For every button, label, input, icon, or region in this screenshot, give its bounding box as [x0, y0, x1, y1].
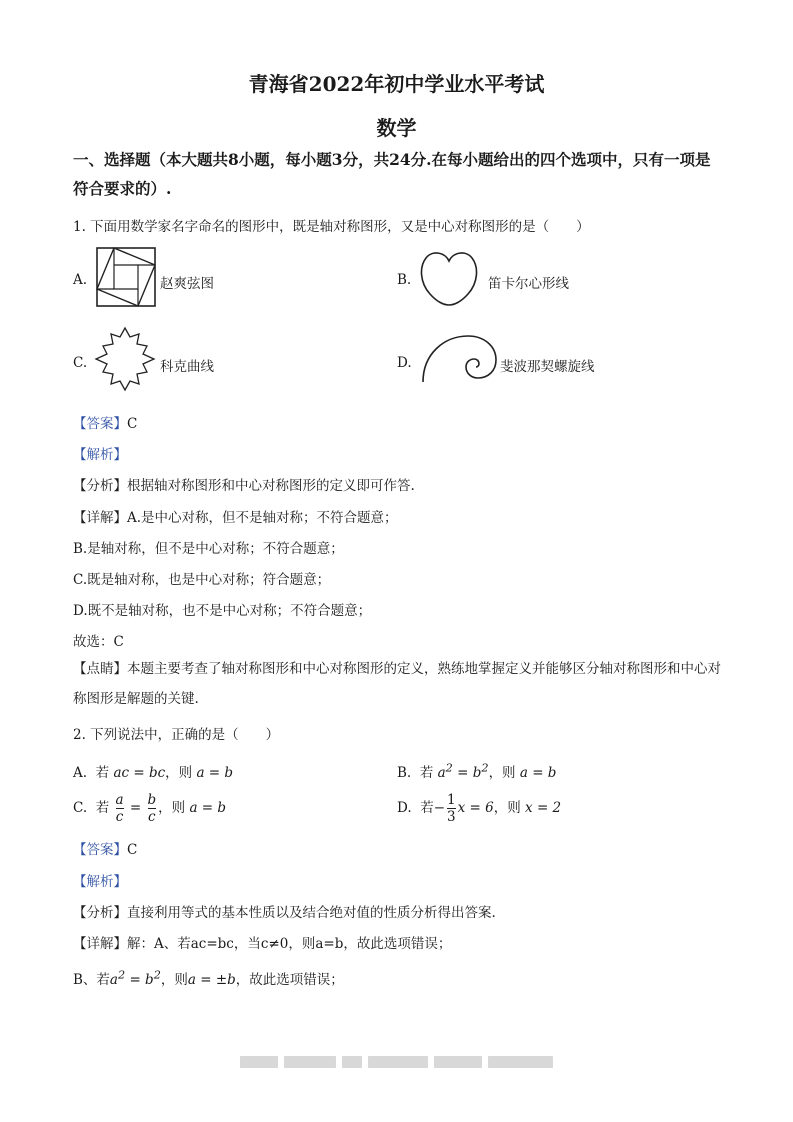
answer-label: 【答案】 [73, 416, 127, 432]
q1-analysis-label: 【解析】 [73, 447, 127, 463]
q2-option-a: A. 若 ac = bc，则 a = b [73, 765, 234, 781]
q1-option-c-name: 科克曲线 [160, 359, 214, 375]
q2-answer [73, 838, 137, 858]
q2-option-b: B. 若 $a^2 = b^2$，则 a = b [397, 761, 557, 781]
q1-option-a-letter: A. [73, 272, 88, 288]
q2-detail-a: 【详解】解：A、若ac=bc，当c≠0，则a=b，故此选项错误； [73, 936, 452, 952]
q1-choose: 故选：C [73, 634, 124, 650]
q1-option-d-letter: D. [397, 355, 412, 371]
q1-detail-b: B.是轴对称，但不是中心对称；不符合题意； [73, 541, 344, 557]
q1-detail-a: 【详解】A.是中心对称，但不是轴对称；不符合题意； [73, 510, 398, 526]
q2-stem: 2. 下列说法中，正确的是（ ） [73, 727, 280, 743]
q1-answer [73, 412, 137, 432]
subject-title: 数学 [376, 116, 417, 140]
page-title: 青海省2022年初中学业水平考试 [248, 72, 545, 96]
q1-stem: 1. 下面用数学家名字命名的图形中，既是轴对称图形，又是中心对称图形的是（ ） [73, 219, 590, 235]
q1-comment: 【点睛】本题主要考查了轴对称图形和中心对称图形的定义，熟练地掌握定义并能够区分轴对称图形和中心对称图形是解题的关键. [73, 661, 721, 707]
q2-option-c: C. 若 $\frac{a}{c}$ = $\frac{b}{c}$ ，则 a = b [73, 792, 227, 825]
footer-watermark [240, 1056, 553, 1068]
q1-option-b-letter: B. [397, 272, 412, 288]
q1-fenxi: 【分析】根据轴对称图形和中心对称图形的定义即可作答. [73, 478, 415, 494]
answer-label: 【答案】 [73, 842, 127, 858]
q1-option-b-name: 笛卡尔心形线 [488, 276, 569, 292]
fibonacci-spiral-icon [420, 332, 498, 384]
q1-option-a-name: 赵爽弦图 [160, 276, 214, 292]
q1-detail-c: C.既是轴对称，也是中心对称；符合题意； [73, 572, 331, 588]
q2-detail-b: B、若$a^2 = b^2$，则a = ±b，故此选项错误； [73, 968, 344, 988]
q2-option-d: D. 若− $\frac{1}{3}$ x = 6，则 x = 2 [397, 792, 562, 825]
q1-option-d-name: 斐波那契螺旋线 [500, 359, 595, 375]
q2-fenxi: 【分析】直接利用等式的基本性质以及结合绝对值的性质分析得出答案. [73, 905, 496, 921]
cardioid-icon [418, 249, 480, 307]
q1-option-c-letter: C. [73, 355, 88, 371]
q2-analysis-label: 【解析】 [73, 874, 127, 890]
q1-detail-d: D.既不是轴对称，也不是中心对称；不符合题意； [73, 603, 372, 619]
answer-value: C [127, 416, 138, 432]
koch-snowflake-icon [93, 326, 157, 392]
zhao-shuang-diagram-icon [96, 247, 156, 307]
answer-value: C [127, 842, 138, 858]
section-heading: 一、选择题（本大题共8小题，每小题3分，共24分.在每小题给出的四个选项中，只有一项是符合要求的）. [73, 150, 711, 198]
